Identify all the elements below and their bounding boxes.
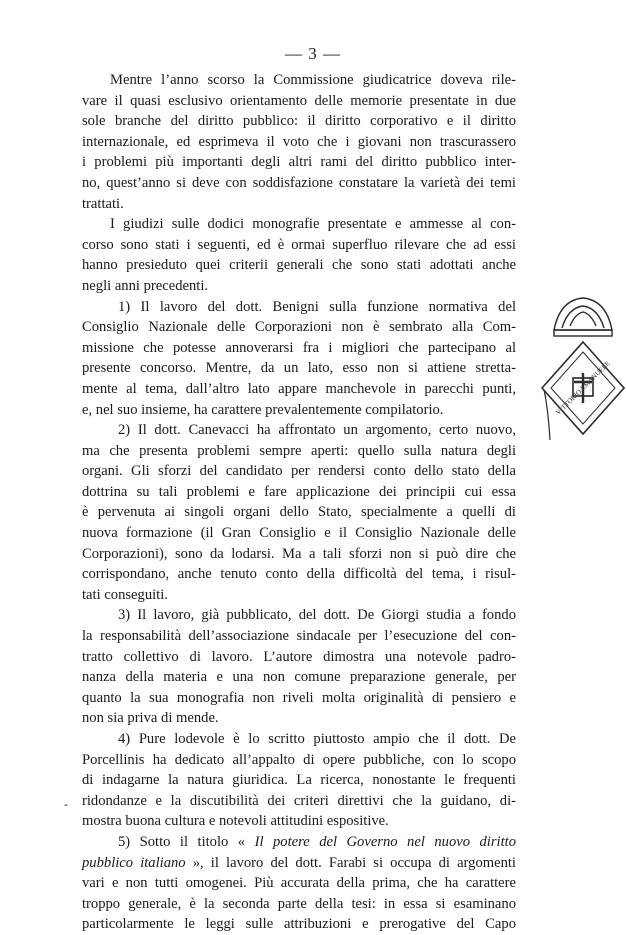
body-text [82,70,516,935]
text-line: Corporazioni), sono da lodarsi. Ma a tali sforzi non si può dire che [82,545,516,562]
text-line: tratto collettivo di lavoro. L’autore dimostra una notevole padro- [82,648,516,665]
library-stamp [540,290,626,450]
text-line: mostra buona cultura e notevoli attitudini espositive. [82,813,389,830]
text-line: hanno presieduto quei criterii generali che sono stati adottati anche [82,257,516,274]
text-line: nuova formazione (il Gran Consiglio e il Consiglio Nazionale delle [82,525,516,542]
text-line: mente al tema, dall’altro lato appare manchevole in parecchi punti, [82,380,516,397]
page-number: — 3 — [285,44,341,63]
text-line: organi. Gli sforzi del candidato per rendersi conto dello stato della [82,463,516,480]
text-line: non sia priva di mende. [82,710,219,727]
text-line: 3) Il lavoro, già pubblicato, del dott. De Giorgi studia a fondo [118,607,516,624]
text-line: Mentre l’anno scorso la Commissione giudicatrice doveva rile- [110,72,516,88]
stamp-text: VITTORIO EMANUELE [554,359,612,417]
text-line: 4) Pure lodevole è lo scritto piuttosto ampio che il dott. De [118,731,516,747]
text-line: di indagarne la natura giuridica. La ricerca, nonostante le frequenti [82,772,516,789]
text-line: 2) Il dott. Canevacci ha affrontato un argomento, certo nuovo, [118,422,516,439]
text-line: vari e non tutti omogenei. Più accurata della prima, che ha carattere [82,875,516,892]
text-line: e, nel suo insieme, ha carattere prevalentemente compilatorio. [82,401,444,418]
text-line: quanto la sua monografia non riveli molta originalità di pensiero e [82,689,516,706]
text-line: missione che potesse annoverarsi fra i migliori che partecipano al [82,339,516,356]
text-line: I giudizi sulle dodici monografie presentate e ammesse al con- [110,216,516,233]
text-line: dottrina su tali problemi e fare applicazione dei principii cui essa [82,483,516,500]
margin-mark: - [64,797,68,811]
text-line: internazionale, ed esprimeva il voto che i giovani non trascurassero [82,133,516,150]
text-line: pubblico italiano », il lavoro del dott. Farabi si occupa di argomenti [82,854,516,871]
text-line: particolarmente le leggi sulle attribuzioni e prerogative del Capo [82,916,516,933]
text-line: sole branche del diritto pubblico: il diritto corporativo e il diritto [82,113,516,130]
text-line: 5) Sotto il titolo « Il potere del Governo nel nuovo diritto [118,833,516,850]
text-line: vare il quasi esclusivo orientamento delle memorie presentate in due [82,92,516,109]
text-line: corrispondano, anche tenuto conto della difficoltà del tema, i risul- [82,566,516,583]
text-line: negli anni precedenti. [82,277,209,294]
text-line: è pervenuta ai singoli organi dello Stato, specialmente a quelli di [82,504,516,521]
text-line: troppo generale, è la seconda parte della tesi: in essa si esaminano [82,895,516,912]
text-line: i problemi più importanti degli altri rami del diritto pubblico inter- [82,154,516,171]
text-line: nanza della materia e una non comune preparazione generale, per [82,669,516,686]
text-line: Porcellinis ha dedicato all’appalto di opere pubbliche, con lo scopo [82,751,516,768]
text-line: tati conseguiti. [82,586,168,603]
text-line: trattati. [82,195,124,212]
text-line: la responsabilità dell’associazione sindacale per l’esecuzione del con- [82,628,516,645]
text-line: no, quest’anno si deve con soddisfazione constatare la varietà dei temi [82,174,516,191]
text-line: corso sono stati i seguenti, ed è ormai superfluo rilevare che ad essi [82,236,516,253]
text-line: Consiglio Nazionale delle Corporazioni non è sembrato alla Com- [82,319,516,336]
text-line: 1) Il lavoro del dott. Benigni sulla funzione normativa del [118,298,516,315]
text-line: presente concorso. Mentre, da un lato, esso non si attiene stretta- [82,360,516,377]
text-line: ma che presenta problemi sempre aperti: quello sulla natura degli [82,442,516,459]
text-line: ridondanze e la discutibilità dei criteri direttivi che la guidano, di- [82,792,516,809]
crown-icon [554,298,612,336]
